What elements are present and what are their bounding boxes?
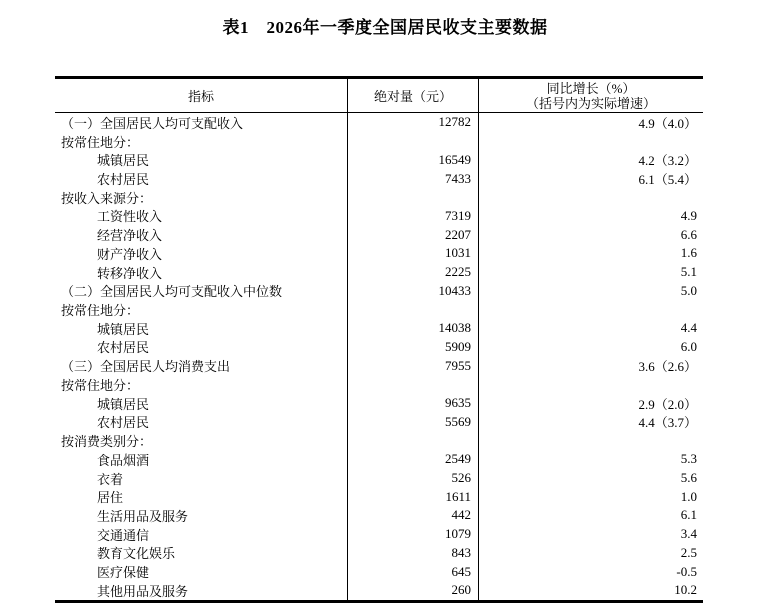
row-indicator-label: 农村居民	[55, 338, 348, 357]
row-growth-value: 3.4	[680, 526, 697, 542]
row-growth-value: 10.2	[674, 582, 697, 598]
row-indicator-label: 按收入来源分：	[55, 188, 348, 207]
row-indicator-label: （三）全国居民人均消费支出	[55, 356, 348, 375]
table-body	[55, 113, 703, 600]
header-yoy-growth	[479, 79, 703, 112]
table-row	[55, 225, 703, 244]
table-row	[55, 525, 703, 544]
row-indicator-label: 按常住地分：	[55, 375, 348, 394]
table-row	[55, 562, 703, 581]
row-absolute-value: 7319	[348, 207, 479, 226]
page-title: 表1 2026年一季度全国居民收支主要数据	[222, 18, 548, 37]
table-row	[55, 506, 703, 525]
row-absolute-value	[348, 431, 479, 450]
row-indicator-label: 经营净收入	[55, 225, 348, 244]
row-growth-value: 4.9	[680, 207, 697, 223]
table-row	[55, 281, 703, 300]
row-absolute-value: 7433	[348, 169, 479, 188]
row-growth-value: 2.5	[680, 544, 697, 560]
header-yoy-growth-line1: 同比增长（%）	[546, 80, 636, 96]
row-indicator-label: 城镇居民	[55, 150, 348, 169]
row-absolute-value: 260	[348, 581, 479, 600]
table-row	[55, 375, 703, 394]
row-growth-value	[479, 300, 703, 319]
header-absolute-amount: 绝对量（元）	[348, 79, 479, 112]
row-growth-value	[479, 188, 703, 207]
row-indicator-label: 居住	[55, 487, 348, 506]
row-absolute-value: 14038	[348, 319, 479, 338]
row-absolute-value: 526	[348, 469, 479, 488]
row-absolute-value: 5909	[348, 338, 479, 357]
table-row	[55, 300, 703, 319]
row-absolute-value: 16549	[348, 150, 479, 169]
row-absolute-value: 645	[348, 562, 479, 581]
row-indicator-label: （二）全国居民人均可支配收入中位数	[55, 281, 348, 300]
table-row	[55, 244, 703, 263]
row-indicator-label: 农村居民	[55, 169, 348, 188]
table-row	[55, 469, 703, 488]
table-row	[55, 319, 703, 338]
row-absolute-value	[348, 188, 479, 207]
row-growth-value: 3.6（2.6）	[638, 359, 697, 375]
row-absolute-value: 1079	[348, 525, 479, 544]
income-expenditure-table	[55, 76, 703, 603]
row-indicator-label: （一）全国居民人均可支配收入	[55, 113, 348, 132]
table-row	[55, 356, 703, 375]
row-growth-value	[479, 375, 703, 394]
row-indicator-label: 衣着	[55, 469, 348, 488]
row-absolute-value: 5569	[348, 413, 479, 432]
table-row	[55, 431, 703, 450]
row-indicator-label: 食品烟酒	[55, 450, 348, 469]
row-growth-value	[479, 132, 703, 151]
row-indicator-label: 按消费类别分：	[55, 431, 348, 450]
row-growth-value: -0.5	[676, 563, 697, 579]
row-absolute-value: 2207	[348, 225, 479, 244]
table-row	[55, 394, 703, 413]
table-row	[55, 450, 703, 469]
row-indicator-label: 医疗保健	[55, 562, 348, 581]
table-row	[55, 338, 703, 357]
row-indicator-label: 工资性收入	[55, 207, 348, 226]
row-absolute-value: 12782	[348, 113, 479, 132]
table-row	[55, 132, 703, 151]
table-row	[55, 207, 703, 226]
row-growth-value: 6.6	[680, 226, 697, 242]
row-growth-value: 1.6	[680, 245, 697, 261]
row-absolute-value: 843	[348, 544, 479, 563]
table-row	[55, 150, 703, 169]
row-indicator-label: 农村居民	[55, 413, 348, 432]
row-absolute-value: 10433	[348, 281, 479, 300]
table-row	[55, 263, 703, 282]
row-growth-value: 2.9（2.0）	[638, 396, 697, 412]
row-growth-value: 4.4	[680, 320, 697, 336]
row-absolute-value: 9635	[348, 394, 479, 413]
table-row	[55, 188, 703, 207]
row-growth-value: 5.3	[680, 451, 697, 467]
row-indicator-label: 其他用品及服务	[55, 581, 348, 600]
table-row	[55, 413, 703, 432]
row-absolute-value: 442	[348, 506, 479, 525]
row-indicator-label: 城镇居民	[55, 394, 348, 413]
row-growth-value: 4.9（4.0）	[638, 115, 697, 131]
row-indicator-label: 按常住地分：	[55, 300, 348, 319]
row-growth-value: 5.0	[680, 282, 697, 298]
table-row	[55, 581, 703, 600]
row-growth-value: 6.0	[680, 338, 697, 354]
table-row	[55, 544, 703, 563]
row-indicator-label: 财产净收入	[55, 244, 348, 263]
row-absolute-value: 1611	[348, 487, 479, 506]
row-indicator-label: 按常住地分：	[55, 132, 348, 151]
header-yoy-growth-line2: （括号内为实际增速）	[525, 95, 656, 111]
row-indicator-label: 交通通信	[55, 525, 348, 544]
row-growth-value	[479, 431, 703, 450]
row-absolute-value	[348, 375, 479, 394]
table-header-row	[55, 79, 703, 113]
row-growth-value: 1.0	[680, 488, 697, 504]
row-growth-value: 4.4（3.7）	[638, 415, 697, 431]
row-indicator-label: 城镇居民	[55, 319, 348, 338]
row-absolute-value	[348, 132, 479, 151]
row-absolute-value: 1031	[348, 244, 479, 263]
row-absolute-value: 2225	[348, 263, 479, 282]
row-growth-value: 5.6	[680, 470, 697, 486]
table-row	[55, 113, 703, 132]
row-absolute-value: 7955	[348, 356, 479, 375]
row-indicator-label: 转移净收入	[55, 263, 348, 282]
table-row	[55, 169, 703, 188]
row-indicator-label: 生活用品及服务	[55, 506, 348, 525]
row-growth-value: 6.1（5.4）	[638, 172, 697, 188]
row-growth-value: 6.1	[680, 507, 697, 523]
row-indicator-label: 教育文化娱乐	[55, 544, 348, 563]
row-growth-value: 4.2（3.2）	[638, 153, 697, 169]
row-absolute-value: 2549	[348, 450, 479, 469]
header-indicator: 指标	[55, 79, 348, 112]
row-growth-value: 5.1	[680, 264, 697, 280]
table-row	[55, 487, 703, 506]
row-absolute-value	[348, 300, 479, 319]
